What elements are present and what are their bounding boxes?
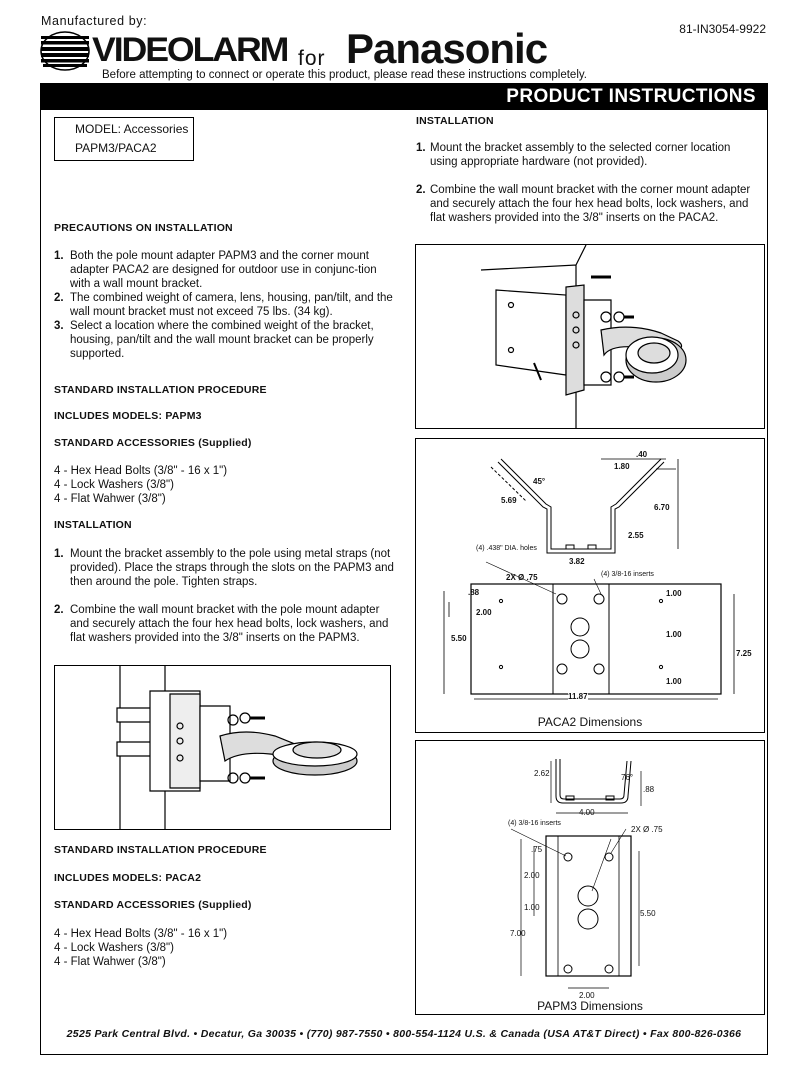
dim-label: 3.82 [569, 557, 585, 566]
dim-label: 2X Ø .75 [506, 573, 538, 582]
std-procedure-heading-1: STANDARD INSTALLATION PROCEDURE [54, 384, 267, 396]
dim-label: 45° [533, 477, 546, 486]
document-number: 81-IN3054-9922 [679, 22, 766, 36]
papm3-dimensions-panel [415, 740, 765, 1015]
precaution-item: 2. The combined weight of camera, lens, housing, pan/tilt, and the wall mount bracket must not exceed 75 lbs. (34 kg). [54, 292, 393, 318]
accessory-item: 4 - Lock Washers (3/8") [54, 479, 174, 491]
footer-address: 2525 Park Central Blvd. • Decatur, Ga 30035 • (770) 987-7550 • 800-554-1124 U.S. & Canada (USA AT&T Direct) • Fax 800-826-0366 [66, 1028, 742, 1040]
dim-label: 7.25 [736, 649, 752, 658]
accessories-list-2 [54, 927, 227, 969]
papm3-drawing [55, 666, 390, 829]
dim-label: 1.00 [666, 677, 682, 686]
install-step: 2. Combine the wall mount bracket with the corner mount adapter and securely attach the four hex head bolts, lock washers, and flat washers provided into the 3/8" inserts on the PACA2. [416, 184, 751, 224]
dim-label: 1.00 [666, 630, 682, 639]
dim-label: 2X Ø .75 [631, 825, 663, 834]
dim-label: 7.00 [510, 929, 526, 938]
dim-label: 6.70 [654, 503, 670, 512]
dim-label: 2.00 [579, 991, 595, 1000]
install-step: 1. Mount the bracket assembly to the pole using metal straps (not provided). Place the straps through the slots on the PAPM3 and then around the pole. Tighten straps. [54, 548, 394, 588]
accessory-item: 4 - Flat Wahwer (3/8") [54, 956, 166, 968]
install-steps-right [416, 141, 761, 225]
brand-panasonic: Panasonic [346, 25, 548, 72]
title-banner [40, 83, 768, 110]
dim-label: 2.55 [628, 531, 644, 540]
dim-label: .75 [531, 845, 543, 854]
dim-label: 2.62 [534, 769, 550, 778]
dim-label: 2.00 [524, 871, 540, 880]
accessory-item: 4 - Hex Head Bolts (3/8" - 16 x 1") [54, 928, 228, 940]
dim-label: .40 [636, 450, 648, 459]
model-line-2: PAPM3/PACA2 [75, 141, 157, 155]
model-line-1: MODEL: Accessories [75, 122, 189, 136]
installation-heading-left: INSTALLATION [54, 519, 132, 531]
dim-label: 5.69 [501, 496, 517, 505]
includes-models-1: INCLUDES MODELS: PAPM3 [54, 410, 202, 422]
paca2-dimensions-panel [415, 438, 765, 733]
install-steps-left [54, 547, 394, 645]
read-notice: Before attempting to connect or operate this product, please read these instructions completely. [102, 69, 587, 81]
videolarm-logo-icon [40, 30, 90, 72]
accessories-heading-2: STANDARD ACCESSORIES (Supplied) [54, 899, 252, 911]
dim-label: 4.00 [579, 808, 595, 817]
dim-label: 5.50 [640, 909, 656, 918]
precautions-title: PRECAUTIONS ON INSTALLATION [54, 222, 233, 234]
installation-heading-right: INSTALLATION [416, 115, 494, 127]
dim-label: .88 [643, 785, 655, 794]
dim-label: 1.00 [666, 589, 682, 598]
paca2-dimension-drawing [416, 439, 764, 709]
dim-label: (4) 3/8-16 inserts [601, 571, 654, 578]
dim-label: 11.87 [568, 692, 588, 701]
std-procedure-heading-2: STANDARD INSTALLATION PROCEDURE [54, 844, 267, 856]
accessories-list-1 [54, 464, 227, 506]
papm3-dimension-drawing [416, 741, 764, 996]
dim-label: (4) .438" DIA. holes [476, 545, 537, 552]
papm3-caption: PAPM3 Dimensions [537, 999, 643, 1013]
accessories-heading-1: STANDARD ACCESSORIES (Supplied) [54, 437, 252, 449]
precaution-item: 1. Both the pole mount adapter PAPM3 and the corner mount adapter PACA2 are designed for outdoor use in conjunc-tion with a wall mount bracket. [54, 250, 377, 290]
precaution-item: 3. Select a location where the combined weight of the bracket, housing, pan/tilt and the wall mount bracket can be properly supported. [54, 320, 374, 360]
accessory-item: 4 - Hex Head Bolts (3/8" - 16 x 1") [54, 465, 228, 477]
dim-label: .88 [468, 588, 480, 597]
model-box [54, 117, 194, 161]
for-label: for [298, 47, 326, 70]
dim-label: 1.00 [524, 903, 540, 912]
dim-label: (4) 3/8-16 inserts [508, 820, 561, 827]
dim-label: 5.50 [451, 634, 467, 643]
videolarm-logo-text: VIDEOLARM [92, 31, 288, 69]
paca2-corner-mount-illustration [415, 244, 765, 429]
dim-label: 2.00 [476, 608, 492, 617]
precautions-list [54, 249, 394, 361]
dim-label: 1.80 [614, 462, 630, 471]
papm3-pole-mount-illustration [54, 665, 391, 830]
install-step: 2. Combine the wall mount bracket with the pole mount adapter and securely attach the four hex head bolts, lock washers, and flat washers provided into the 3/8" inserts on the PAPM3. [54, 604, 389, 644]
paca2-drawing [416, 245, 764, 428]
manufactured-by: Manufactured by: [41, 14, 148, 28]
dim-label: 76° [621, 773, 634, 782]
accessory-item: 4 - Flat Wahwer (3/8") [54, 493, 166, 505]
install-step: 1. Mount the bracket assembly to the selected corner location using appropriate hardware (not provided). [416, 142, 731, 168]
includes-models-2: INCLUDES MODELS: PACA2 [54, 872, 202, 884]
paca2-caption: PACA2 Dimensions [537, 715, 643, 729]
banner-text: PRODUCT INSTRUCTIONS [506, 86, 756, 107]
accessory-item: 4 - Lock Washers (3/8") [54, 942, 174, 954]
